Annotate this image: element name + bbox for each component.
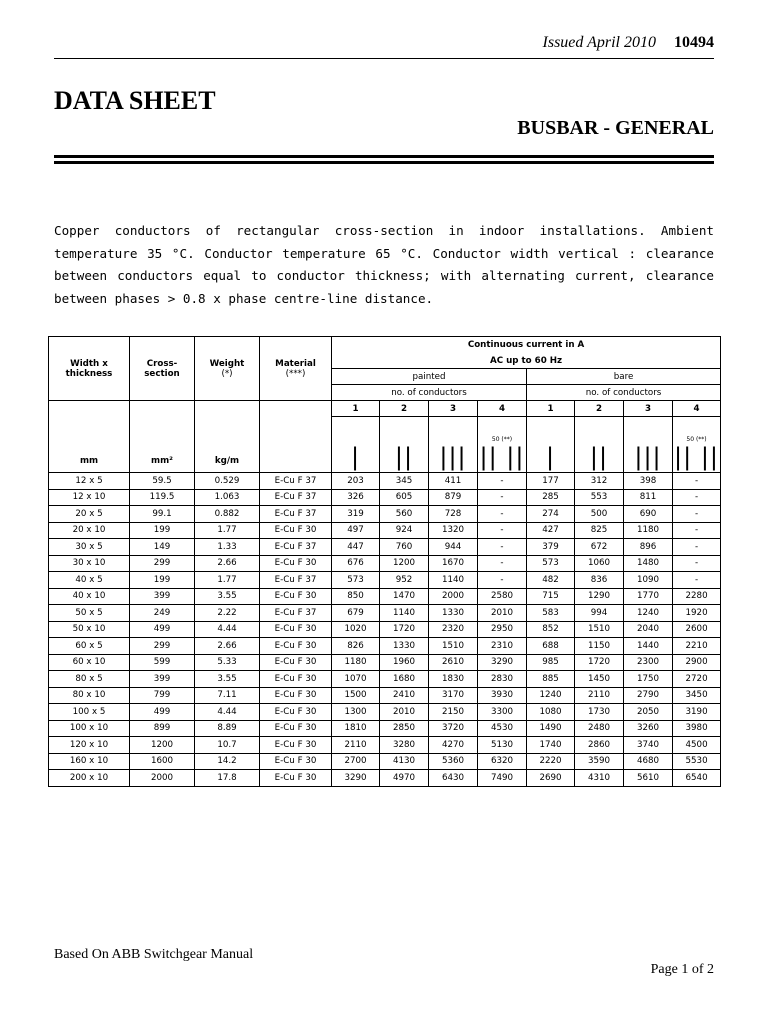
table-cell: E-Cu F 30: [260, 654, 332, 671]
table-cell: -: [478, 489, 527, 506]
table-cell: 119.5: [130, 489, 195, 506]
table-cell: E-Cu F 30: [260, 522, 332, 539]
table-row: [49, 687, 721, 704]
table-cell: E-Cu F 30: [260, 737, 332, 754]
issue-date: Issued April 2010: [542, 34, 656, 51]
table-cell: E-Cu F 37: [260, 605, 332, 622]
table-cell: 2110: [332, 737, 380, 754]
table-cell: 7490: [478, 770, 527, 787]
table-cell: E-Cu F 37: [260, 539, 332, 556]
table-cell: 5130: [478, 737, 527, 754]
table-cell: -: [478, 555, 527, 572]
table-cell: 2850: [380, 720, 429, 737]
table-cell: 2300: [624, 654, 673, 671]
table-cell: 1060: [575, 555, 624, 572]
table-cell: 3590: [575, 753, 624, 770]
table-cell: 30 x 5: [49, 539, 130, 556]
table-row: [49, 473, 721, 490]
table-cell: 6430: [429, 770, 478, 787]
table-cell: 2690: [527, 770, 575, 787]
table-cell: 285: [527, 489, 575, 506]
count-bare-2: 2: [575, 401, 624, 417]
table-cell: 985: [527, 654, 575, 671]
table-cell: 1490: [527, 720, 575, 737]
bar-symbol-3: |||: [429, 417, 478, 473]
table-cell: 2700: [332, 753, 380, 770]
table-cell: E-Cu F 30: [260, 770, 332, 787]
table-cell: 12 x 5: [49, 473, 130, 490]
table-row: [49, 770, 721, 787]
page-number: Page 1 of 2: [650, 962, 714, 977]
table-cell: 1150: [575, 638, 624, 655]
table-cell: 1670: [429, 555, 478, 572]
table-cell: 411: [429, 473, 478, 490]
table-cell: 1330: [429, 605, 478, 622]
table-cell: 688: [527, 638, 575, 655]
table-cell: 3170: [429, 687, 478, 704]
table-cell: E-Cu F 30: [260, 687, 332, 704]
header-row-counts: [49, 401, 721, 417]
table-cell: -: [478, 572, 527, 589]
table-cell: 199: [130, 522, 195, 539]
unit-material: [260, 401, 332, 473]
table-cell: 3290: [332, 770, 380, 787]
table-cell: 560: [380, 506, 429, 523]
table-cell: 605: [380, 489, 429, 506]
table-cell: 2950: [478, 621, 527, 638]
table-cell: 427: [527, 522, 575, 539]
table-cell: 1.77: [195, 522, 260, 539]
table-cell: 836: [575, 572, 624, 589]
table-cell: 3720: [429, 720, 478, 737]
table-cell: E-Cu F 30: [260, 588, 332, 605]
table-cell: 2.66: [195, 638, 260, 655]
page-title: DATA SHEET: [54, 86, 216, 115]
table-cell: 6320: [478, 753, 527, 770]
table-cell: 2480: [575, 720, 624, 737]
table-cell: E-Cu F 30: [260, 621, 332, 638]
table-cell: 553: [575, 489, 624, 506]
table-row: [49, 555, 721, 572]
col-header-cross-section: Cross-section: [130, 337, 195, 401]
table-cell: 4680: [624, 753, 673, 770]
count-painted-1: 1: [332, 401, 380, 417]
table-cell: 899: [130, 720, 195, 737]
table-cell: -: [673, 555, 721, 572]
table-cell: 1680: [380, 671, 429, 688]
table-cell: 1300: [332, 704, 380, 721]
table-cell: 1.063: [195, 489, 260, 506]
table-cell: 2320: [429, 621, 478, 638]
table-cell: 398: [624, 473, 673, 490]
intro-paragraph: Copper conductors of rectangular cross-section in indoor installations. Ambient temperature 35 °C. Conductor temperature 65 °C. Conductor width vertical : clearance between conductors equal to conductor thickness; with alternating current, clearance between phases > 0.8 x phase centre-line distance.: [54, 223, 714, 306]
table-cell: 2410: [380, 687, 429, 704]
table-cell: 59.5: [130, 473, 195, 490]
table-cell: 1140: [380, 605, 429, 622]
table-cell: 1500: [332, 687, 380, 704]
table-cell: 1090: [624, 572, 673, 589]
table-cell: 1450: [575, 671, 624, 688]
table-cell: 2860: [575, 737, 624, 754]
table-cell: 1720: [380, 621, 429, 638]
table-cell: 40 x 5: [49, 572, 130, 589]
table-cell: 1020: [332, 621, 380, 638]
table-cell: 20 x 5: [49, 506, 130, 523]
table-row: [49, 572, 721, 589]
table-cell: E-Cu F 30: [260, 720, 332, 737]
table-cell: 0.882: [195, 506, 260, 523]
table-cell: 2790: [624, 687, 673, 704]
table-cell: 80 x 10: [49, 687, 130, 704]
table-cell: 1180: [624, 522, 673, 539]
table-cell: 160 x 10: [49, 753, 130, 770]
document-number: 10494: [674, 34, 714, 51]
table-cell: E-Cu F 37: [260, 473, 332, 490]
count-bare-3: 3: [624, 401, 673, 417]
table-cell: 499: [130, 621, 195, 638]
table-cell: 3980: [673, 720, 721, 737]
col-header-painted-count: no. of conductors: [332, 385, 527, 401]
table-cell: 1240: [624, 605, 673, 622]
table-cell: 1600: [130, 753, 195, 770]
table-cell: 1470: [380, 588, 429, 605]
table-cell: 326: [332, 489, 380, 506]
table-cell: 2010: [380, 704, 429, 721]
table-cell: 3450: [673, 687, 721, 704]
table-cell: 5.33: [195, 654, 260, 671]
table-cell: 952: [380, 572, 429, 589]
table-cell: 1510: [429, 638, 478, 655]
table-cell: 12 x 10: [49, 489, 130, 506]
bar-symbol-3: |||: [624, 417, 673, 473]
bar-symbol-1: |: [527, 417, 575, 473]
table-cell: 2830: [478, 671, 527, 688]
table-cell: 728: [429, 506, 478, 523]
table-cell: E-Cu F 30: [260, 753, 332, 770]
table-cell: 1200: [380, 555, 429, 572]
table-cell: 573: [332, 572, 380, 589]
col-header-material: Material (***): [260, 337, 332, 401]
table-row: [49, 638, 721, 655]
table-cell: 690: [624, 506, 673, 523]
table-cell: 1960: [380, 654, 429, 671]
table-cell: 299: [130, 638, 195, 655]
table-cell: E-Cu F 37: [260, 506, 332, 523]
table-cell: 40 x 10: [49, 588, 130, 605]
table-cell: 811: [624, 489, 673, 506]
table-cell: 17.8: [195, 770, 260, 787]
table-cell: 1070: [332, 671, 380, 688]
table-cell: 2010: [478, 605, 527, 622]
table-cell: 885: [527, 671, 575, 688]
table-cell: 60 x 10: [49, 654, 130, 671]
table-cell: 6540: [673, 770, 721, 787]
page-subtitle: BUSBAR - GENERAL: [517, 117, 714, 139]
table-cell: -: [673, 539, 721, 556]
table-cell: 2900: [673, 654, 721, 671]
table-cell: 99.1: [130, 506, 195, 523]
table-cell: 3190: [673, 704, 721, 721]
table-cell: 4.44: [195, 704, 260, 721]
header-row-1: [49, 337, 721, 354]
table-cell: 799: [130, 687, 195, 704]
table-cell: 1920: [673, 605, 721, 622]
table-cell: 2280: [673, 588, 721, 605]
table-cell: 4310: [575, 770, 624, 787]
table-cell: 447: [332, 539, 380, 556]
table-row: [49, 753, 721, 770]
table-cell: 1080: [527, 704, 575, 721]
table-cell: 1750: [624, 671, 673, 688]
table-cell: 2000: [130, 770, 195, 787]
table-cell: -: [673, 489, 721, 506]
table-row: [49, 605, 721, 622]
table-cell: 715: [527, 588, 575, 605]
busbar-table: [48, 336, 721, 787]
table-cell: E-Cu F 30: [260, 555, 332, 572]
table-cell: 10.7: [195, 737, 260, 754]
table-cell: 274: [527, 506, 575, 523]
table-row: [49, 506, 721, 523]
title-rule-top: [54, 155, 714, 158]
table-cell: 826: [332, 638, 380, 655]
table-cell: 4500: [673, 737, 721, 754]
table-cell: 299: [130, 555, 195, 572]
col-header-weight: Weight (*): [195, 337, 260, 401]
table-cell: 3.55: [195, 588, 260, 605]
table-cell: 100 x 10: [49, 720, 130, 737]
table-cell: 3290: [478, 654, 527, 671]
table-cell: 319: [332, 506, 380, 523]
table-cell: 1.33: [195, 539, 260, 556]
table-cell: 2000: [429, 588, 478, 605]
table-cell: 2720: [673, 671, 721, 688]
table-cell: 896: [624, 539, 673, 556]
table-cell: 312: [575, 473, 624, 490]
table-cell: 500: [575, 506, 624, 523]
table-cell: 1180: [332, 654, 380, 671]
table-cell: E-Cu F 30: [260, 671, 332, 688]
table-cell: 1290: [575, 588, 624, 605]
unit-kg-per-m: kg/m: [195, 401, 260, 473]
table-row: [49, 654, 721, 671]
table-cell: 2220: [527, 753, 575, 770]
table-cell: 1330: [380, 638, 429, 655]
table-cell: 3.55: [195, 671, 260, 688]
table-cell: 3930: [478, 687, 527, 704]
footer-source: Based On ABB Switchgear Manual: [54, 947, 254, 962]
table-cell: 1440: [624, 638, 673, 655]
table-cell: 50 x 5: [49, 605, 130, 622]
table-cell: 1830: [429, 671, 478, 688]
table-cell: 200 x 10: [49, 770, 130, 787]
table-row: [49, 720, 721, 737]
table-cell: 3740: [624, 737, 673, 754]
col-header-bare-count: no. of conductors: [527, 385, 721, 401]
table-cell: 760: [380, 539, 429, 556]
table-cell: 1510: [575, 621, 624, 638]
table-row: [49, 539, 721, 556]
table-row: [49, 621, 721, 638]
bar-symbol-2: ||: [380, 417, 429, 473]
table-row: [49, 704, 721, 721]
bar-symbol-2: ||: [575, 417, 624, 473]
table-cell: 2580: [478, 588, 527, 605]
table-cell: E-Cu F 30: [260, 638, 332, 655]
table-cell: -: [673, 473, 721, 490]
table-cell: 2050: [624, 704, 673, 721]
col-header-bare: bare: [527, 369, 721, 385]
table-cell: -: [478, 473, 527, 490]
table-cell: 80 x 5: [49, 671, 130, 688]
table-cell: 399: [130, 671, 195, 688]
table-cell: 4970: [380, 770, 429, 787]
table-cell: 203: [332, 473, 380, 490]
table-cell: 177: [527, 473, 575, 490]
table-cell: 1.77: [195, 572, 260, 589]
table-cell: 676: [332, 555, 380, 572]
table-cell: 2210: [673, 638, 721, 655]
table-cell: 1200: [130, 737, 195, 754]
table-cell: 399: [130, 588, 195, 605]
table-cell: 5530: [673, 753, 721, 770]
table-cell: 583: [527, 605, 575, 622]
table-cell: 5610: [624, 770, 673, 787]
table-cell: 599: [130, 654, 195, 671]
table-cell: -: [673, 572, 721, 589]
table-cell: 4270: [429, 737, 478, 754]
table-cell: 499: [130, 704, 195, 721]
table-row: [49, 737, 721, 754]
table-cell: 2310: [478, 638, 527, 655]
table-cell: 672: [575, 539, 624, 556]
table-cell: -: [478, 539, 527, 556]
table-cell: -: [478, 506, 527, 523]
table-cell: 482: [527, 572, 575, 589]
count-bare-4: 4: [673, 401, 721, 417]
bar-symbol-4: 50 (**) || ||: [673, 417, 721, 473]
table-cell: 2040: [624, 621, 673, 638]
table-cell: 1140: [429, 572, 478, 589]
count-painted-4: 4: [478, 401, 527, 417]
table-cell: 879: [429, 489, 478, 506]
table-cell: 100 x 5: [49, 704, 130, 721]
table-cell: 199: [130, 572, 195, 589]
col-header-continuous-current: Continuous current in A: [332, 337, 721, 354]
table-cell: 14.2: [195, 753, 260, 770]
table-cell: 30 x 10: [49, 555, 130, 572]
table-cell: 1740: [527, 737, 575, 754]
table-cell: 3300: [478, 704, 527, 721]
table-cell: 5360: [429, 753, 478, 770]
table-cell: 2.22: [195, 605, 260, 622]
table-cell: 924: [380, 522, 429, 539]
table-cell: 20 x 10: [49, 522, 130, 539]
table-cell: 8.89: [195, 720, 260, 737]
table-cell: 994: [575, 605, 624, 622]
table-cell: 2110: [575, 687, 624, 704]
table-row: [49, 489, 721, 506]
table-cell: 1720: [575, 654, 624, 671]
table-cell: E-Cu F 37: [260, 489, 332, 506]
table-cell: 50 x 10: [49, 621, 130, 638]
unit-mm: mm: [49, 401, 130, 473]
table-cell: 1240: [527, 687, 575, 704]
table-cell: 4530: [478, 720, 527, 737]
table-cell: 1730: [575, 704, 624, 721]
count-bare-1: 1: [527, 401, 575, 417]
table-cell: E-Cu F 37: [260, 572, 332, 589]
col-header-width: Width x thickness: [49, 337, 130, 401]
table-cell: 1810: [332, 720, 380, 737]
table-cell: 1320: [429, 522, 478, 539]
title-rule-bottom: [54, 161, 714, 164]
table-cell: 497: [332, 522, 380, 539]
table-cell: 120 x 10: [49, 737, 130, 754]
table-cell: 2610: [429, 654, 478, 671]
table-cell: 379: [527, 539, 575, 556]
count-painted-2: 2: [380, 401, 429, 417]
table-cell: 825: [575, 522, 624, 539]
table-cell: -: [478, 522, 527, 539]
table-cell: 60 x 5: [49, 638, 130, 655]
table-cell: 944: [429, 539, 478, 556]
table-cell: 2.66: [195, 555, 260, 572]
table-cell: 4.44: [195, 621, 260, 638]
table-cell: 4130: [380, 753, 429, 770]
table-cell: 2600: [673, 621, 721, 638]
table-row: [49, 671, 721, 688]
table-cell: 1770: [624, 588, 673, 605]
table-cell: 852: [527, 621, 575, 638]
table-cell: 573: [527, 555, 575, 572]
col-header-ac: AC up to 60 Hz: [332, 353, 721, 369]
table-cell: 850: [332, 588, 380, 605]
table-cell: 7.11: [195, 687, 260, 704]
table-cell: -: [673, 522, 721, 539]
table-cell: 3280: [380, 737, 429, 754]
table-row: [49, 522, 721, 539]
table-cell: -: [673, 506, 721, 523]
table-cell: 2150: [429, 704, 478, 721]
table-cell: 149: [130, 539, 195, 556]
issue-line: [543, 34, 714, 52]
bar-symbol-1: |: [332, 417, 380, 473]
table-cell: 0.529: [195, 473, 260, 490]
gap-note: 50 (**): [686, 436, 707, 443]
table-row: [49, 588, 721, 605]
table-cell: 679: [332, 605, 380, 622]
table-cell: 1480: [624, 555, 673, 572]
header-rule: [54, 58, 714, 59]
table-cell: 249: [130, 605, 195, 622]
bar-symbol-4: 50 (**) || ||: [478, 417, 527, 473]
table-cell: 3260: [624, 720, 673, 737]
gap-note: 50 (**): [491, 436, 513, 443]
table-cell: 345: [380, 473, 429, 490]
table-body: [49, 473, 721, 787]
table-cell: E-Cu F 30: [260, 704, 332, 721]
unit-mm2: mm²: [130, 401, 195, 473]
col-header-painted: painted: [332, 369, 527, 385]
count-painted-3: 3: [429, 401, 478, 417]
